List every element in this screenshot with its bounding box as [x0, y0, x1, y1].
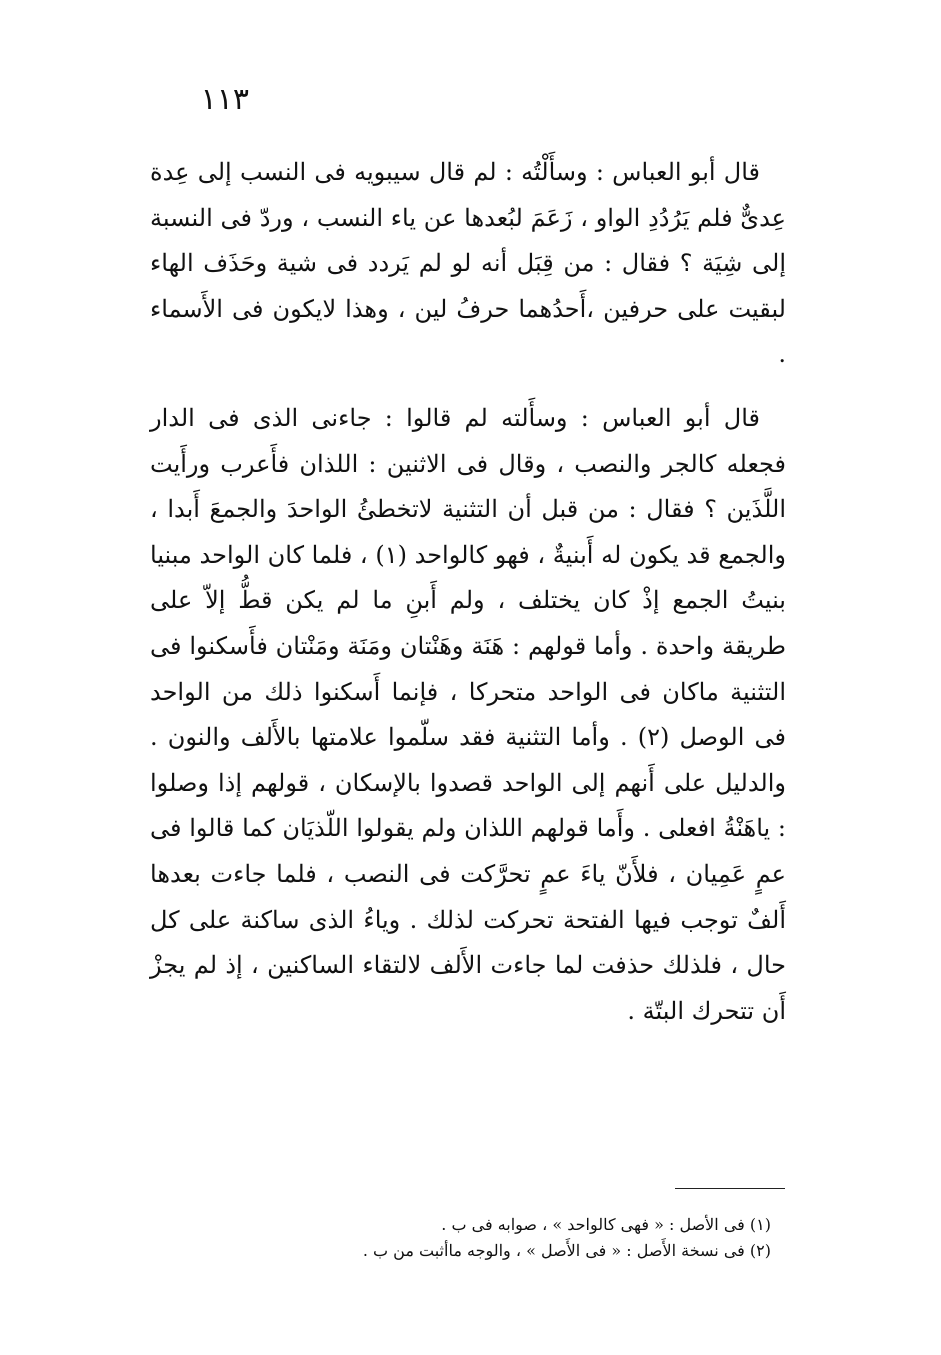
footnote-divider: [675, 1188, 785, 1189]
footnotes: [251, 1212, 771, 1264]
main-text: [150, 150, 786, 1034]
footnote-1: (١) فى الأصل : « فهى كالواحد » ، صوابه فى ب .: [441, 1215, 771, 1234]
paragraph-alladhi-dual: قال أبو العباس : وسأَلته لم قالوا : جاءنى الذى فى الدار فجعله كالجر والنصب ، وقال فى الاثنين : اللذان فأَعرب ورأَيت اللَّذَين ؟ فقال : من قبل أن التثنية لاتخطئُ الواحدَ والجمعَ أَبدا ، والجمع قد يكون له أَبنيةٌ ، فهو كالواحد (١) ، فلما كان الواحد مبنيا بنيتُ الجمع إذْ كان يختلف ، ولم أَبنِ ما لم يكن قطُّ إلاّ على طريقة واحدة . وأما قولهم : هَنَة وهَنْتان ومَنَة ومَنْتان فأَسكنوا فى التثنية ماكان فى الواحد متحركا ، فإنما أَسكنوا ذلك من الواحد فى الوصل (٢) . وأما التثنية فقد سلّموا علامتها بالأَلف والنون . والدليل على أَنهم إلى الواحد قصدوا بالإسكان ، قولهم إذا وصلوا : ياهَنْةُ افعلى . وأَما قولهم اللذان ولم يقولوا اللّذيَان كما قالوا فى عمٍ عَمِيان ، فلأَنّ ياءَ عمٍ تحرَّكت فى النصب ، فلما جاءت بعدها أَلفٌ توجب فيها الفتحة تحركت لذلك . وياءُ الذى ساكنة على كل حال ، فلذلك حذفت لما جاءت الأَلف لالتقاء الساكنين ، إذ لم يجزْ أَن تتحرك البتّة .: [150, 403, 787, 1025]
footnote-2: (٢) فى نسخة الأَصل : « فى الأَصل » ، والوجه ماأثبت من ب .: [362, 1241, 771, 1260]
page-number: ١١٣: [200, 82, 249, 117]
paragraph-sibawayh-nisba: قال أبو العباس : وسأَلْتُه : لم قال سيبويه فى النسب إلى عِدة عِدىٌّ فلم يَرُدُدِ الواو ، زَعَمَ لبُعدها عن ياء النسب ، وردّ فى النسبة إلى شِيَة ؟ فقال : من قِبَل أنه لو لم يَردد فى شية وحَذَف الهاء لبقيت على حرفين ،أَحدُهما حرفُ لين ، وهذا لايكون فى الأَسماء .: [150, 158, 786, 369]
